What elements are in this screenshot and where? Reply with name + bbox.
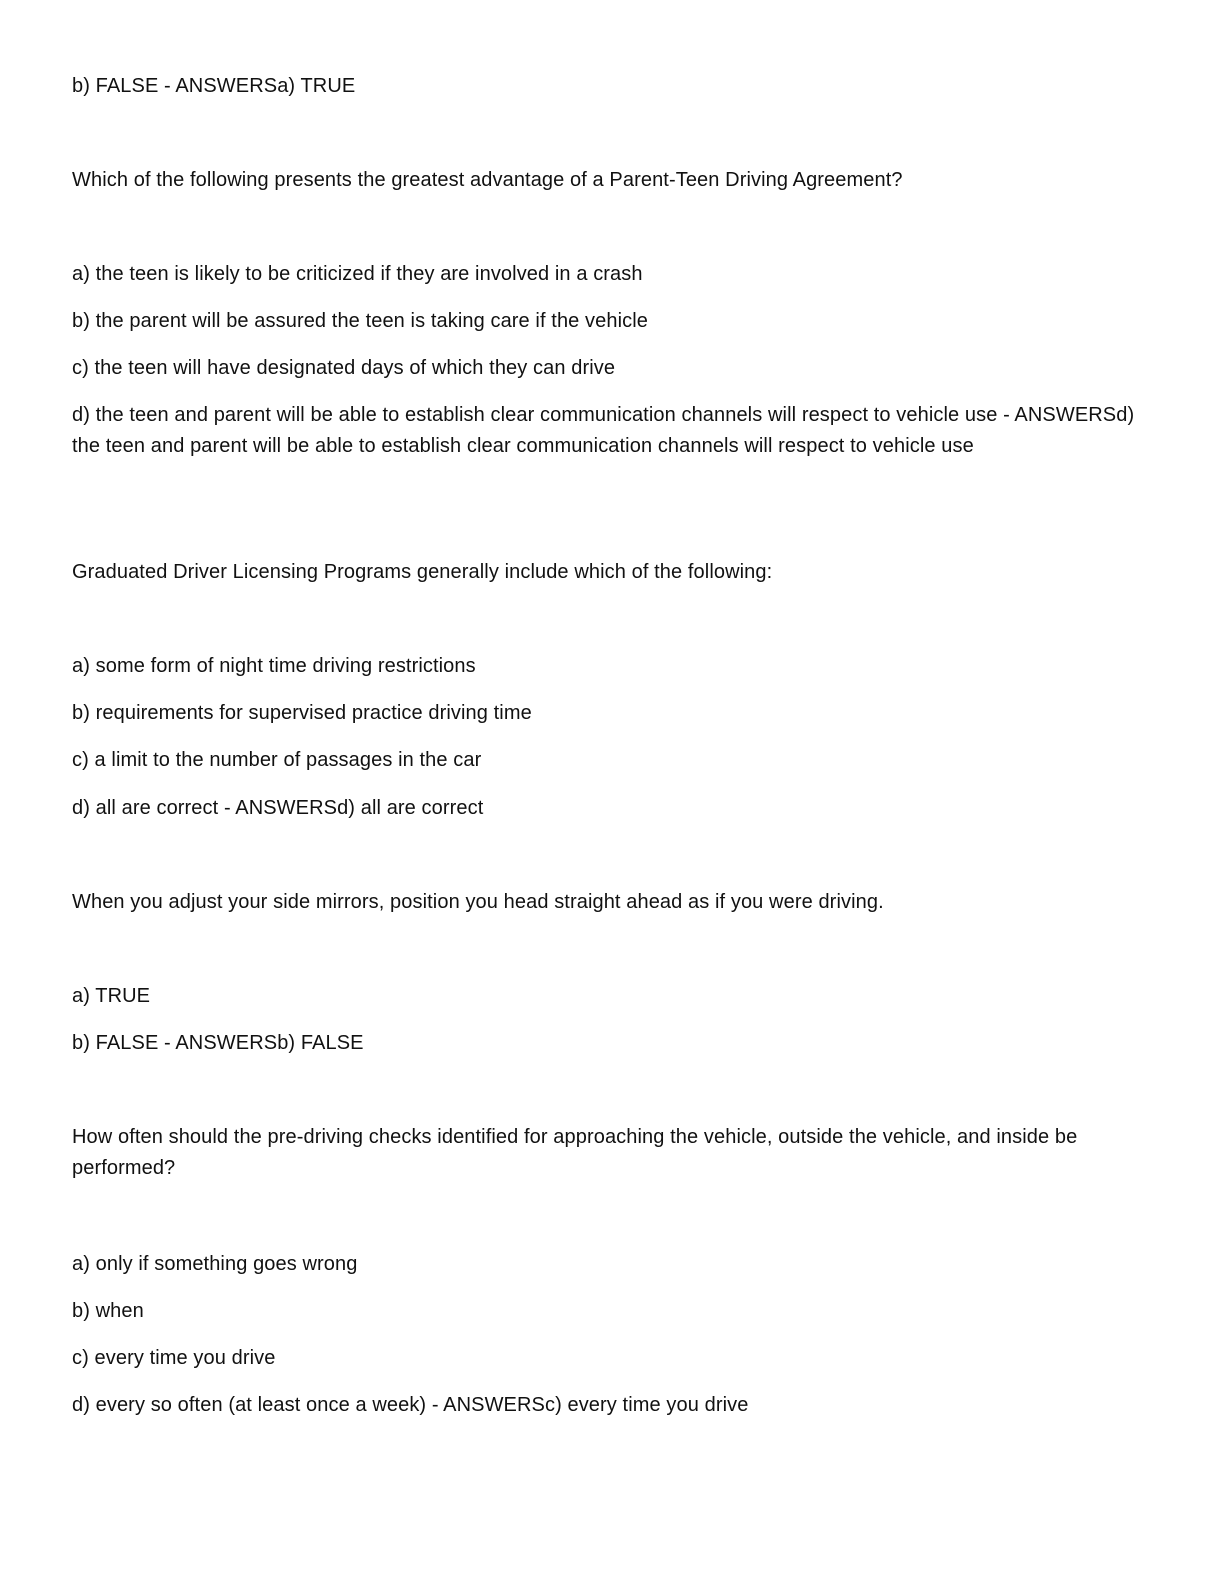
option-line: a) TRUE xyxy=(72,985,151,1007)
option-line: c) every time you drive xyxy=(72,1347,276,1369)
option-line: a) some form of night time driving restrictions xyxy=(72,655,476,677)
option-line: a) the teen is likely to be criticized if they are involved in a crash xyxy=(72,263,643,285)
question-line: How often should the pre-driving checks identified for approaching the vehicle, outside the vehicle, and inside be performed? xyxy=(72,1126,1078,1179)
question-line: Which of the following presents the greatest advantage of a Parent-Teen Driving Agreement? xyxy=(72,169,903,191)
option-line: b) the parent will be assured the teen is taking care if the vehicle xyxy=(72,310,649,332)
option-line: c) the teen will have designated days of which they can drive xyxy=(72,357,616,379)
option-line: b) when xyxy=(72,1300,144,1322)
question-line: When you adjust your side mirrors, position you head straight ahead as if you were driving. xyxy=(72,891,884,913)
option-answer-line: b) FALSE - ANSWERSb) FALSE xyxy=(72,1032,364,1054)
answer-line: b) FALSE - ANSWERSa) TRUE xyxy=(72,75,356,97)
option-line: b) requirements for supervised practice driving time xyxy=(72,702,532,724)
option-line: c) a limit to the number of passages in the car xyxy=(72,749,482,771)
option-answer-line: d) all are correct - ANSWERSd) all are correct xyxy=(72,797,484,819)
question-line: Graduated Driver Licensing Programs generally include which of the following: xyxy=(72,561,773,583)
option-answer-line: d) the teen and parent will be able to establish clear communication channels will respect to vehicle use - ANSWERSd) the teen and parent will be able to establish clear communication channels will respect to vehicle use xyxy=(72,404,1135,457)
option-answer-line: d) every so often (at least once a week) - ANSWERSc) every time you drive xyxy=(72,1394,749,1416)
option-line: a) only if something goes wrong xyxy=(72,1253,358,1275)
